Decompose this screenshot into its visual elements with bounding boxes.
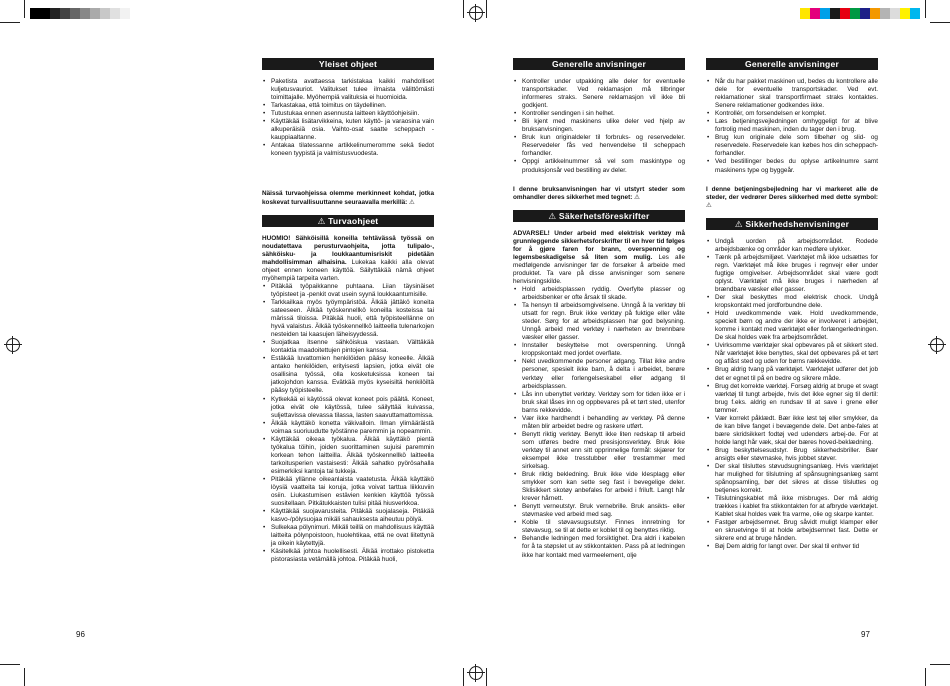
list-item: • Kytkekää ei käytössä olevat koneet pois päältä. Koneet, jotka eivät ole käytössä, tulee säilyttää kuivassa, suljettavissa olevassa tilassa, lasten saavuttamattomissa.: [262, 396, 434, 420]
list-item: • Hold uvedkommende væk. Hold uvedkommende, specielt børn og andre der ikke er involveret i arbejdet, komme i kontakt med værktøjet eller forlængerledningen. De skal holdes væk fra arbejdsområdet.: [706, 310, 878, 342]
crop-mark: [925, 0, 926, 18]
safety-note: I denne bruksanvisningen har vi utstyrt steder som omhandler deres sikkerhet med tegnet: ⚠: [513, 185, 685, 201]
list-item: • Pitäkää työpaikkanne puhtaana. Liian täysinäiset työpisteet ja -penkit ovat usein syynä loukkaantumisille.: [262, 283, 434, 299]
column-norwegian: [513, 58, 685, 560]
list-item: • Oppgi artikkelnummer så vel som maskintype og produksjonsår ved bestilling av deler.: [513, 158, 685, 174]
list-item: • Pitäkää yllänne oikeanlaista vaatetusta. Älkää käyttäkö löysiä vaatteita tai koruja, jotka voivat tarttua liikkuviin osiin. Liukastumisen estävien kenkien käyttöä työssä suositellaan. Pitkätukkaisten tulisi pitää hiusverkkoa.: [262, 476, 434, 508]
registration-mark-top-icon: [469, 6, 483, 20]
list-item: • Paketista avattaessa tarkistakaa kaikki mahdolliset kuljetusvauriot. Valitukset tulee ilmaista välittömästi toimittajalle. Myöhempiä valituksia ei huomioida.: [262, 78, 434, 102]
list-item: • Uvirksomme værktøjer skal opbevares på et sikkert sted. Når værktøjet ikke benyttes, skal det opbevares på et tørt og aflåst sted og uden for børns rækkevidde.: [706, 342, 878, 366]
list-item: • Bli kjent med maskinens ulike deler ved hjelp av bruksanvisningen.: [513, 118, 685, 134]
warning-paragraph: [513, 230, 685, 286]
page-number-right: 97: [861, 630, 870, 639]
list-item: • Bruk riktig bekledning. Bruk ikke vide klesplagg eller smykker som kan sette seg fast i bevegelige deler. Sklisikkert skotøy anbefales for arbeid i friluft. Langt hår krever hårnett.: [513, 471, 685, 503]
crop-mark: [0, 664, 20, 665]
list-item: • Vær korrekt påklædt. Bær ikke løst tøj eller smykker, da de kan blive fanget i bevægende dele. Det anbe-fales at bære skridsikkert fodtøj ved udendørs arbej-de. For at holde langt hår væk, skal der bæres hoved-beklædning.: [706, 415, 878, 447]
registration-mark-right-icon: [930, 338, 944, 352]
list-item: • Når du har pakket maskinen ud, bedes du kontrollere alle dele for eventuelle transportskader. Ved evt. reklamationer skal transportfirmaet straks kontaktes. Senere reklamationer godkendes ikke.: [706, 78, 878, 110]
list-item: • Suojatkaa itsenne sähköiskua vastaan. Välttäkää kontaktia maadoitettujen pintojen kanssa.: [262, 339, 434, 355]
crop-mark: [463, 0, 464, 18]
color-bar: [800, 8, 920, 19]
list-item: • Vær ikke hardhendt i behandling av verktøy. På denne måten blir arbeidet bedre og raskere utført.: [513, 415, 685, 431]
list-item: • Brug det korrekte værktøj. Forsøg aldrig at bruge et svagt værktøj til tungt arbejde, hvis det ikke egner sig til dertil: brug f.eks. aldrig en rundsav til at save i grene eller tømmer.: [706, 383, 878, 415]
list-item: • Tilslutningskablet må ikke misbruges. Der må aldrig trækkes i kablet fra stikkontakten for at afbryde værktøjet. Kablet skal holdes væk fra varme, olie og skarpe kanter.: [706, 495, 878, 519]
column-finnish: [262, 58, 434, 564]
warning-text: Lukekaa kaikki alla olevat ohjeet ennen koneen käyttöä. Säilyttäkää nämä ohjeet myöhempiä tarpeita varten.: [262, 258, 434, 282]
list-item: • Brug beskyttelsesudstyr. Brug sikkerhedsbriller. Bær ansigts eller støvmaske, hvis jobbet støver.: [706, 447, 878, 463]
warning-text: Les alle medfølgende anvisninger før de forsøker å arbeide med produktet. Ta vare på disse anvisninger som senere henvisningskilde.: [513, 253, 685, 285]
list-item: • Sulkekaa pölynimuri. Mikäli teillä on mahdollisuus käyttää laitteita pölynpoistoon, huolehtikaa, että ne ovat liitettynä ja oikein käytettyjä.: [262, 524, 434, 548]
crop-mark: [0, 22, 20, 23]
list-item: • Bøj Dem aldrig for langt over. Der skal til enhver tid: [706, 543, 878, 551]
list-item: • Tænk på arbejdsmiljøet. Værktøjet må ikke udsættes for regn. Værktøjet må ikke bruges i regnvejr eller under fugtige omgivelser. Arbejdsområdet skal være godt oplyst. Værktøjet må ikke bruges i nærheden af brændbare væsker eller gasser.: [706, 254, 878, 294]
section-heading: ⚠ Säkerhetsföreskrifter: [513, 210, 685, 222]
column-danish: [706, 58, 878, 552]
registration-mark-bottom-icon: [469, 666, 483, 680]
page-number-left: 96: [76, 630, 85, 639]
crop-mark: [24, 0, 25, 18]
list-item: • Hold arbeidsplassen ryddig. Overfylte plasser og arbeidsbenker er ofte årsak til skade.: [513, 286, 685, 302]
list-item: • Innstaller beskyttelse mot overspenning. Unngå kroppskontakt med jordet overflate.: [513, 342, 685, 358]
list-item: • Tutustukaa ennen asennusta laitteen käyttöohjeisiin.: [262, 110, 434, 118]
section-heading: ⚠ Turvaohjeet: [262, 215, 434, 227]
list-item: • Undgå uorden på arbejdsområdet. Rodede arbejdsbænke og områder kan medføre ulykker.: [706, 238, 878, 254]
crop-mark: [463, 668, 464, 686]
list-item: • Kontroller under utpakking alle deler for eventuelle transportskader. Ved reklamasjon må tilbringer informeres straks. Senere reklamasjon vil ikke bli godkjent.: [513, 78, 685, 110]
list-item: • Älkää käyttäkö konetta väkivalloin. Ilman ylimääräistä voimaa suoriuudutte työstänne paremmin ja nopeammin.: [262, 420, 434, 436]
list-item: • Antakaa tilatessanne artikkelinumeromme sekä tiedot koneen tyypistä ja valmistusvuodesta.: [262, 142, 434, 158]
list-item: • Benytt vernеutstyr. Bruk vernebrille. Bruk ansikts- eller støvmaske ved arbeid med sag.: [513, 503, 685, 519]
list-item: • Tarkkailkaa myös työympäristöä. Älkää jättäkö koneita sateeseen. Älkää työskennellkö koneilla kosteissa tai märissä tiloissa. Pitäkää huoli, että työpisteellänne on hyvä valaistus. Älkää työskennellkö laitteella tulenarkojen nesteiden tai kaasujen läheisyydessä.: [262, 299, 434, 339]
list-item: • Tarkastakaa, että toimitus on täydellinen.: [262, 102, 434, 110]
list-item: • Ved bestillinger bedes du oplyse artikelnumre samt maskinens type og byggeår.: [706, 158, 878, 174]
list-item: • Bruk kun originaldeler til forbruks- og reservedeler. Reservedeler fås ved henvendelse til scheppach forhandler.: [513, 134, 685, 158]
list-item: • Käyttäkää suojavarusteita. Pitäkää suojalaseja. Pitäkää kasvo-/pölysuojaa mikäli sahauksesta aiheutuu pölyä.: [262, 508, 434, 524]
warning-lead: ADVARSEL! Under arbeid med elektrisk verktøy må grunnleggende sikkerhetsforskrifter til en hver tid følges for å gjøre faren for brann, overspenning og legemsbeskadigelse så liten som mulig.: [513, 229, 685, 261]
list-item: • Käyttäkää oikeaa työkalua. Älkää käyttäkö pientä työkalua töihin, joiden suorittaminen sujuisi paremmin korkean tehon laitteilla. Älkää työskennellkö laitteella tarkoitusperien vastaisesti: Älkää sahatko pyörösahalla esimerkiksi kantoja tai tukkeja.: [262, 436, 434, 476]
bullet-list: [262, 78, 434, 158]
list-item: • Koble til støvavsugsutstyr. Finnes innretning for støvavsug, se til at dette er koblet til og benyttes riktig.: [513, 519, 685, 535]
list-item: • Brug aldrig tvang på værktøjet. Værktøjet udfører det job det er egnet til på en bedre og sikrere måde.: [706, 366, 878, 382]
list-item: • Der skal beskyttes mod elektrisk chock. Undgå kropskontakt med jordforbundne dele.: [706, 294, 878, 310]
list-item: • Brug kun originale dele som tilbehør og slid- og reservedele. Reservedele kan købes hos din scheppach-forhandler.: [706, 134, 878, 158]
list-item: • Benytt riktig verktøy. Benytt ikke liten redskap til arbeid som utføres bedre med presisjonsverktøy. Bruk ikke verktøy til annet enn sitt opprinnelige formål: skjærer for eksempel ikke tresstubber eller trestammer med sirkelsag.: [513, 431, 685, 471]
section-heading: Generelle anvisninger: [513, 58, 685, 70]
bullet-list: [706, 238, 878, 552]
list-item: • Käyttäkää lisätarvikkeina, kuten käyttö- ja varaosina vain alkuperäisiä osia. Vaihto-osat saatte scheppach -kauppiaaltanne.: [262, 118, 434, 142]
list-item: • Fastgør arbejdsemnet. Brug såvidt muligt klamper eller en skruetvinge til at holde arbejdsemnet fast. Dette er sikrere end at bruge hånden.: [706, 519, 878, 543]
list-item: • Käsitelkää johtoa huolellisesti. Älkää irrottako pistoketta pistorasiasta vetämällä johtoa. Pitäkää huoli,: [262, 548, 434, 564]
crop-mark: [486, 0, 487, 18]
bullet-list: [706, 78, 878, 175]
list-item: • Behandle ledningen med forsiktighet. Dra aldri i kabelen for å ta støpslet ut av stikkontakten. Pass på at ledningen ikke har kontakt med varmeelement, olje: [513, 535, 685, 559]
warning-paragraph: [262, 235, 434, 283]
list-item: • Der skal tilsluttes støvudsugningsanlæg. Hvis værktøjet har mulighed for tilslutning af spånsugningsanlæg samt spånopsamling, bør det sikres at disse tilsluttes og betjenes korrekt.: [706, 463, 878, 495]
crop-mark: [930, 664, 950, 665]
warning-lead: HUOMIO! Sähköisillä koneilla tehtävässä työssä on noudatettava perusturvaohjeita, jotta tulipalo-, sähköisku- ja loukkaantumisriskit pidetään mahdollisimman alhaisina.: [262, 234, 434, 266]
registration-mark-left-icon: [6, 338, 20, 352]
bullet-list: [262, 283, 434, 565]
bullet-list: [513, 78, 685, 175]
safety-note: I denne betjeningsbejledning har vi markeret alle de steder, der vedrører Deres sikkerhed med dette symbol: ⚠: [706, 185, 878, 209]
list-item: • Ta hensyn til arbeidsomgivelsene. Unngå å la verktøy bli utsatt for regn. Bruk ikke verktøy på fuktige eller våte steder. Sørg for at arbeidsplassen har god belysning. Unngå arbeid med verktøy i nærheten av brennbare væsker eller gasser.: [513, 302, 685, 342]
list-item: • Kontroller sendingen i sin helhet.: [513, 110, 685, 118]
list-item: • Læs betjeningsvejledningen omhyggeligt for at blive fortrolig med maskinen, inden du tager den i brug.: [706, 118, 878, 134]
list-item: • Nekt uvedkommende personer adgang. Tillat ikke andre personer, spesielt ikke barn, å delta i arbeidet, berøre verktøy eller forlengelseskabel eller adgang til arbeidsplassen.: [513, 358, 685, 390]
crop-mark: [486, 668, 487, 686]
crop-mark: [24, 668, 25, 686]
section-heading: Yleiset ohjeet: [262, 58, 434, 70]
section-heading: ⚠ Sikkerhedshenvisninger: [706, 218, 878, 230]
list-item: • Kontrollér, om forsendelsen er komplet.: [706, 110, 878, 118]
list-item: • Estäkää luvattomien henkilöiden pääsy koneelle. Älkää antako henkilöiden, erityisesti lapsien, jotka eivät ole osallisina työssä, olla kosketuksissa koneen tai jatkojohdon kanssa. Evätkää myös kyseisiltä henkilöiltä pääsy työpisteelle.: [262, 355, 434, 395]
crop-mark: [930, 22, 950, 23]
list-item: • Lås inn ubenyttet verktøy. Verktøy som for tiden ikke er i bruk skal låses inn og oppbevares på et tørt sted, utenfor barns rekkevidde.: [513, 391, 685, 415]
section-heading: Generelle anvisninger: [706, 58, 878, 70]
bullet-list: [513, 286, 685, 560]
grayscale-bar: [30, 8, 130, 19]
crop-mark: [925, 668, 926, 686]
safety-note: Näissä turvaohjeissa olemme merkinneet kohdat, jotka koskevat turvallisuuttanne seuraavalla merkillä: ⚠: [262, 190, 434, 206]
